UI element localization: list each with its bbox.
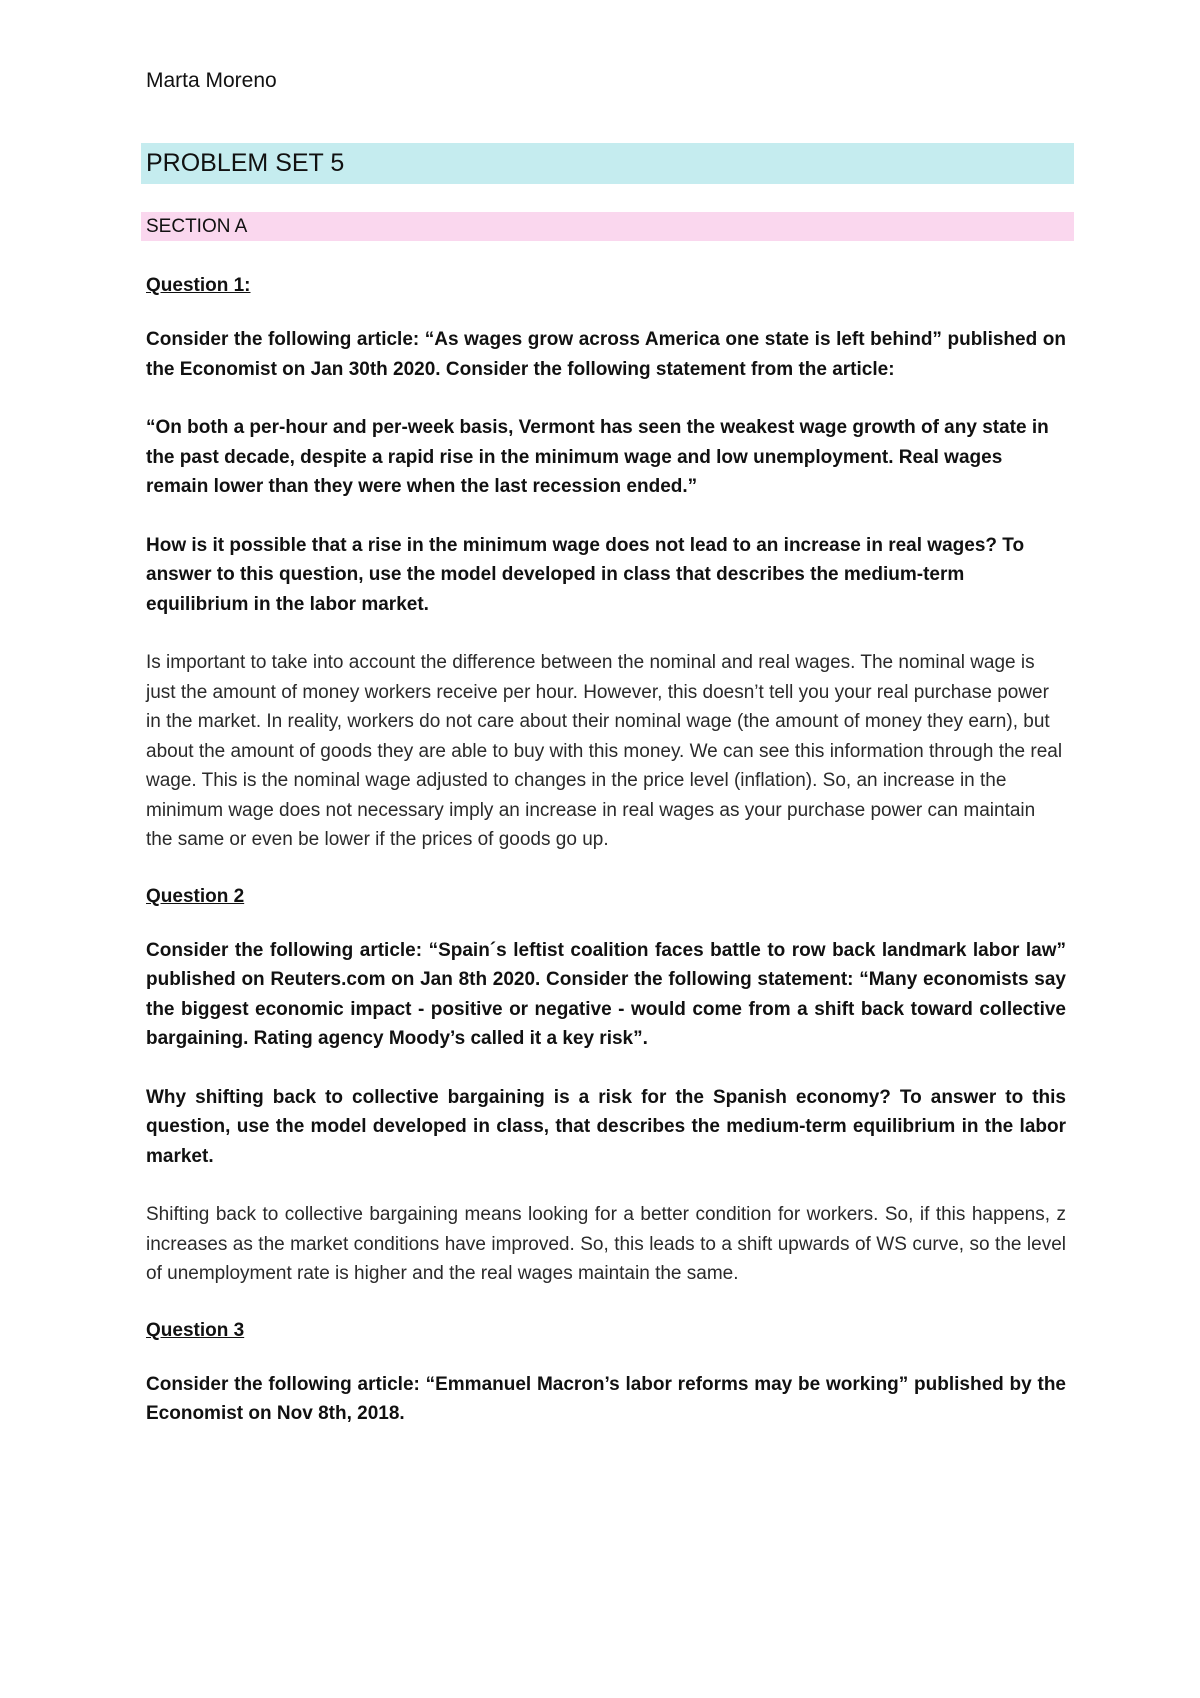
author-name: Marta Moreno bbox=[146, 69, 277, 92]
problem-set-title: PROBLEM SET 5 bbox=[141, 143, 1074, 184]
question-2-intro: Consider the following article: “Spain´s leftist coalition faces battle to row back landmark labor law” published on Reuters.com on Jan 8th 2020. Consider the following statement: “Many economists say the biggest economic impact - positive or negative - would come from a shift back toward collective bargaining. Rating agency Moody’s called it a key risk”. bbox=[146, 939, 1066, 1050]
question-1-answer: Is important to take into account the difference between the nominal and real wages. The nominal wage is just the amount of money workers receive per hour. However, this doesn’t tell you your real purchase power in the market. In reality, workers do not care about their nominal wage (the amount of money they earn), but about the amount of goods they are able to buy with this money. We can see this information through the real wage. This is the nominal wage adjusted to changes in the price level (inflation). So, an increase in the minimum wage does not necessary imply an increase in real wages as your purchase power can maintain the same or even be lower if the prices of goods go up. bbox=[146, 652, 1063, 851]
question-1-intro: Consider the following article: “As wages grow across America one state is left behind” published on the Economist on Jan 30th 2020. Consider the following statement from the article: bbox=[146, 329, 1066, 380]
question-2-prompt: Why shifting back to collective bargaining is a risk for the Spanish economy? To answer to this question, use the model developed in class, that describes the medium-term equilibrium in the labor market. bbox=[146, 1086, 1066, 1167]
question-1-heading: Question 1: bbox=[146, 275, 251, 297]
question-3-heading: Question 3 bbox=[146, 1319, 245, 1341]
question-2-heading: Question 2 bbox=[146, 885, 245, 907]
question-2-answer: Shifting back to collective bargaining means looking for a better condition for workers. So, if this happens, z increases as the market conditions have improved. So, this leads to a shift upwards of WS curve, so the level of unemployment rate is higher and the real wages maintain the same. bbox=[146, 1204, 1066, 1285]
question-1-quote: “On both a per-hour and per-week basis, Vermont has seen the weakest wage growth of any state in the past decade, despite a rapid rise in the minimum wage and low unemployment. Real wages remain lower than they were when the last recession ended.” bbox=[146, 417, 1049, 498]
question-1-prompt: How is it possible that a rise in the minimum wage does not lead to an increase in real wages? To answer to this question, use the model developed in class that describes the medium-term equilibrium in the labor market. bbox=[146, 534, 1025, 615]
section-heading: SECTION A bbox=[141, 212, 1074, 241]
question-3-intro: Consider the following article: “Emmanuel Macron’s labor reforms may be working” published by the Economist on Nov 8th, 2018. bbox=[146, 1373, 1066, 1425]
